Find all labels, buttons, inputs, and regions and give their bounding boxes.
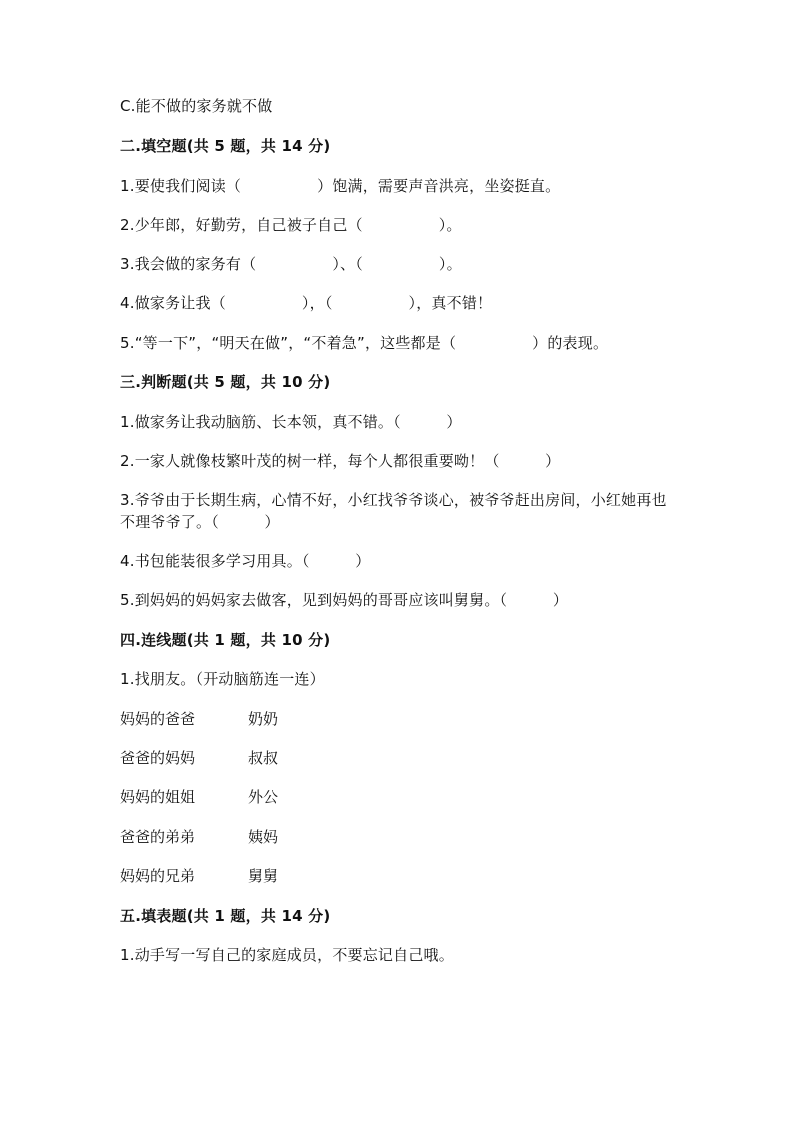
choice-option-c: C.能不做的家务就不做 (120, 97, 273, 115)
fill-blank-question-5: 5.“等一下”，“明天在做”，“不着急”，这些都是（ ）的表现。 (120, 334, 609, 352)
matching-question: 1.找朋友。（开动脑筋连一连） (120, 670, 325, 688)
matching-left-item: 妈妈的爸爸 (120, 710, 196, 728)
fill-table-question: 1.动手写一写自己的家庭成员，不要忘记自己哦。 (120, 946, 454, 964)
matching-left-item: 妈妈的姐姐 (120, 788, 196, 806)
matching-left-item: 妈妈的兄弟 (120, 867, 196, 885)
true-false-question-4: 4.书包能装很多学习用具。（ ） (120, 552, 371, 570)
fill-blank-question-4: 4.做家务让我（ ），（ ），真不错！ (120, 294, 493, 312)
matching-right-item: 叔叔 (248, 749, 279, 767)
section-heading-true-false: 三.判断题(共 5 题，共 10 分) (120, 373, 331, 391)
true-false-question-1: 1.做家务让我动脑筋、长本领，真不错。（ ） (120, 413, 462, 431)
true-false-question-3: 3.爷爷由于长期生病，心情不好，小红找爷爷谈心，被爷爷赶出房间，小红她再也不理爷爷了。（ ） (120, 491, 667, 531)
matching-left-item: 爸爸的弟弟 (120, 828, 196, 846)
matching-right-item: 舅舅 (248, 867, 279, 885)
fill-blank-question-1: 1.要使我们阅读（ ）饱满，需要声音洪亮，坐姿挺直。 (120, 177, 561, 195)
fill-blank-question-2: 2.少年郎，好勤劳，自己被子自己（ ）。 (120, 216, 462, 234)
section-heading-fill-table: 五.填表题(共 1 题，共 14 分) (120, 907, 331, 925)
section-heading-fill-blank: 二.填空题(共 5 题，共 14 分) (120, 137, 331, 155)
matching-left-item: 爸爸的妈妈 (120, 749, 196, 767)
fill-blank-question-3: 3.我会做的家务有（ ）、（ ）。 (120, 255, 462, 273)
matching-right-item: 奶奶 (248, 710, 279, 728)
matching-right-item: 外公 (248, 788, 279, 806)
true-false-question-5: 5.到妈妈的妈妈家去做客，见到妈妈的哥哥应该叫舅舅。（ ） (120, 591, 569, 609)
matching-right-item: 姨妈 (248, 828, 279, 846)
section-heading-matching: 四.连线题(共 1 题，共 10 分) (120, 631, 331, 649)
true-false-question-2: 2.一家人就像枝繁叶茂的树一样，每个人都很重要呦！（ ） (120, 452, 561, 470)
